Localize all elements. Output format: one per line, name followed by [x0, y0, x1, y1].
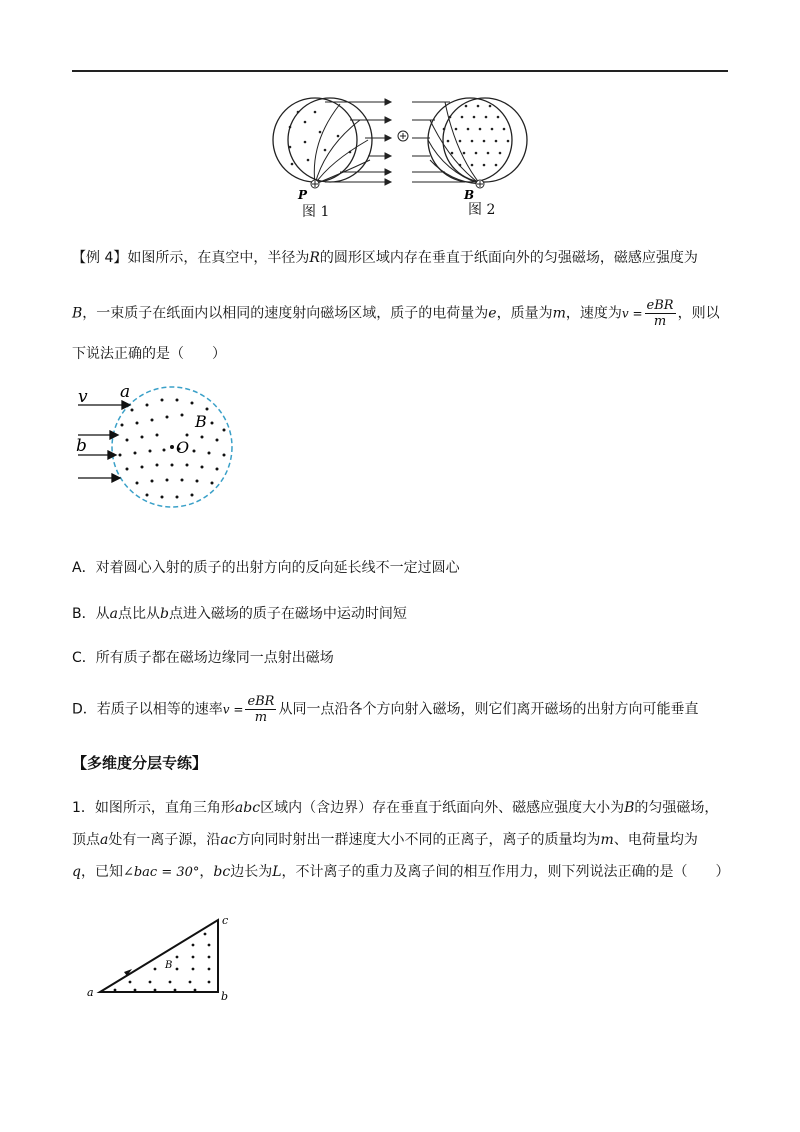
label-O: O	[176, 438, 190, 457]
text: ，不计离子的重力及离子间的相互作用力，则下列说法正确的是（ ）	[281, 864, 730, 880]
example4-line2	[72, 298, 720, 329]
tri-label-B: B	[165, 960, 173, 971]
label-a: a	[120, 385, 131, 402]
fig2-caption: 图 2	[468, 202, 496, 218]
header-rule	[72, 70, 728, 72]
text: ，一束质子在纸面内以相同的速度射向磁场区域，质子的电荷量为	[82, 305, 489, 322]
tri-label-b: b	[221, 990, 229, 1002]
text: 区域内（含边界）存在垂直于纸面向外、磁感应强度大小为	[260, 800, 625, 816]
var: e	[488, 305, 497, 322]
var: m	[552, 305, 566, 322]
text: 点进入磁场的质子在磁场中运动时间短	[168, 606, 407, 622]
label-b: b	[76, 436, 87, 456]
example4-line3: 下说法正确的是（ ）	[72, 346, 226, 362]
option-B	[72, 604, 407, 624]
var: b	[159, 606, 169, 622]
var: a	[109, 606, 118, 622]
text: ，速度为	[565, 305, 622, 322]
label-v: v	[78, 387, 88, 407]
text: 的圆形区域内存在垂直于纸面向外的匀强磁场，磁感应强度为	[319, 250, 698, 266]
fraction	[645, 298, 676, 329]
var: L	[272, 864, 282, 880]
q1-line2	[72, 830, 698, 850]
numerator: eBR	[646, 298, 674, 313]
var: q	[72, 864, 81, 880]
angle: ∠bac = 30°	[122, 865, 200, 880]
option-D	[72, 694, 698, 725]
denominator: m	[653, 314, 667, 329]
figure-two-circles	[270, 92, 540, 202]
example4-line1	[72, 248, 698, 268]
option-A: A．对着圆心入射的质子的出射方向的反向延长线不一定过圆心	[72, 560, 460, 576]
var: B	[72, 305, 83, 322]
label-field-B: B	[195, 412, 207, 431]
denominator: m	[254, 710, 268, 725]
option-C: C．所有质子都在磁场边缘同一点射出磁场	[72, 650, 334, 666]
text: ，则以	[677, 305, 720, 322]
tri-label-c: c	[222, 914, 229, 927]
var: bc	[213, 864, 231, 880]
var: R	[309, 250, 320, 266]
text: 、电荷量均为	[613, 832, 698, 848]
q1-line3	[72, 862, 730, 883]
section-heading: 【多维度分层专练】	[72, 754, 208, 772]
text: ，已知	[80, 864, 123, 880]
equation: v =	[621, 306, 643, 321]
text: 边长为	[230, 864, 273, 880]
var: ac	[220, 832, 237, 848]
var: abc	[234, 800, 261, 816]
text: 从同一点沿各个方向射入磁场，则它们离开磁场的出射方向可能垂直	[278, 701, 699, 718]
text: D．若质子以相等的速率	[72, 701, 223, 718]
text: 点比从	[117, 606, 160, 622]
label-P: P	[298, 188, 308, 202]
text: 方向同时射出一群速度大小不同的正离子，离子的质量均为	[236, 832, 601, 848]
label-B-fig2: B	[464, 188, 475, 202]
text: 处有一离子源，沿	[108, 832, 221, 848]
figure-circle-field	[72, 385, 242, 510]
q1-line1	[72, 798, 718, 818]
text: ，质量为	[496, 305, 553, 322]
text: ，	[199, 864, 214, 880]
numerator: eBR	[247, 694, 275, 709]
equation: v =	[222, 702, 244, 717]
tri-label-a: a	[87, 986, 94, 999]
text: 【例 4】如图所示，在真空中，半径为	[72, 250, 310, 266]
var: a	[100, 832, 109, 848]
text: 的匀强磁场，	[634, 800, 719, 816]
var: m	[600, 832, 614, 848]
text: B．从	[72, 606, 110, 622]
var: B	[624, 800, 635, 816]
text: 顶点	[72, 832, 100, 848]
figure-triangle	[85, 912, 235, 1002]
text: 1．如图所示，直角三角形	[72, 800, 235, 816]
fig1-caption: 图 1	[302, 204, 330, 220]
fraction	[245, 694, 276, 725]
